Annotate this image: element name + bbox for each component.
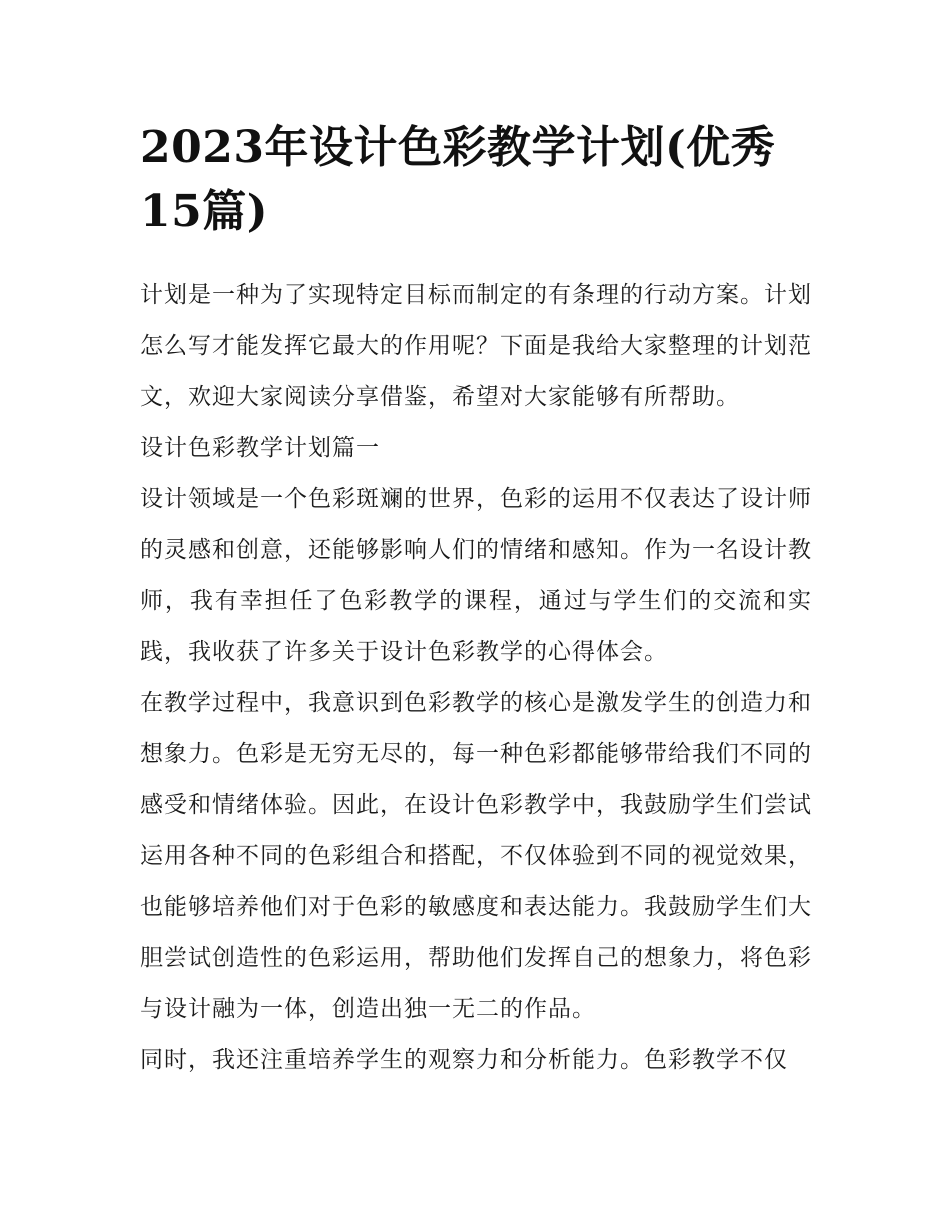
section-heading: 设计色彩教学计划篇一: [140, 435, 380, 461]
document-body: [140, 270, 820, 1086]
intro-paragraph: 计划是一种为了实现特定目标而制定的有条理的行动方案。计划怎么写才能发挥它最大的作用呢？下面是我给大家整理的计划范文，欢迎大家阅读分享借鉴，希望对大家能够有所帮助。: [140, 282, 812, 410]
body-paragraph: 在教学过程中，我意识到色彩教学的核心是激发学生的创造力和想象力。色彩是无穷无尽的，每一种色彩都能够带给我们不同的感受和情绪体验。因此，在设计色彩教学中，我鼓励学生们尝试运用各种不同的色彩组合和搭配，不仅体验到不同的视觉效果，也能够培养他们对于色彩的敏感度和表达能力。我鼓励学生们大胆尝试创造性的色彩运用，帮助他们发挥自己的想象力，将色彩与设计融为一体，创造出独一无二的作品。: [140, 690, 812, 1022]
document-page: [140, 0, 820, 1086]
document-title: 2023年设计色彩教学计划(优秀15篇): [140, 122, 776, 237]
body-paragraph: 同时，我还注重培养学生的观察力和分析能力。色彩教学不仅: [140, 1047, 788, 1073]
body-paragraph: 设计领域是一个色彩斑斓的世界，色彩的运用不仅表达了设计师的灵感和创意，还能够影响人们的情绪和感知。作为一名设计教师，我有幸担任了色彩教学的课程，通过与学生们的交流和实践，我收获了许多关于设计色彩教学的心得体会。: [140, 486, 812, 665]
